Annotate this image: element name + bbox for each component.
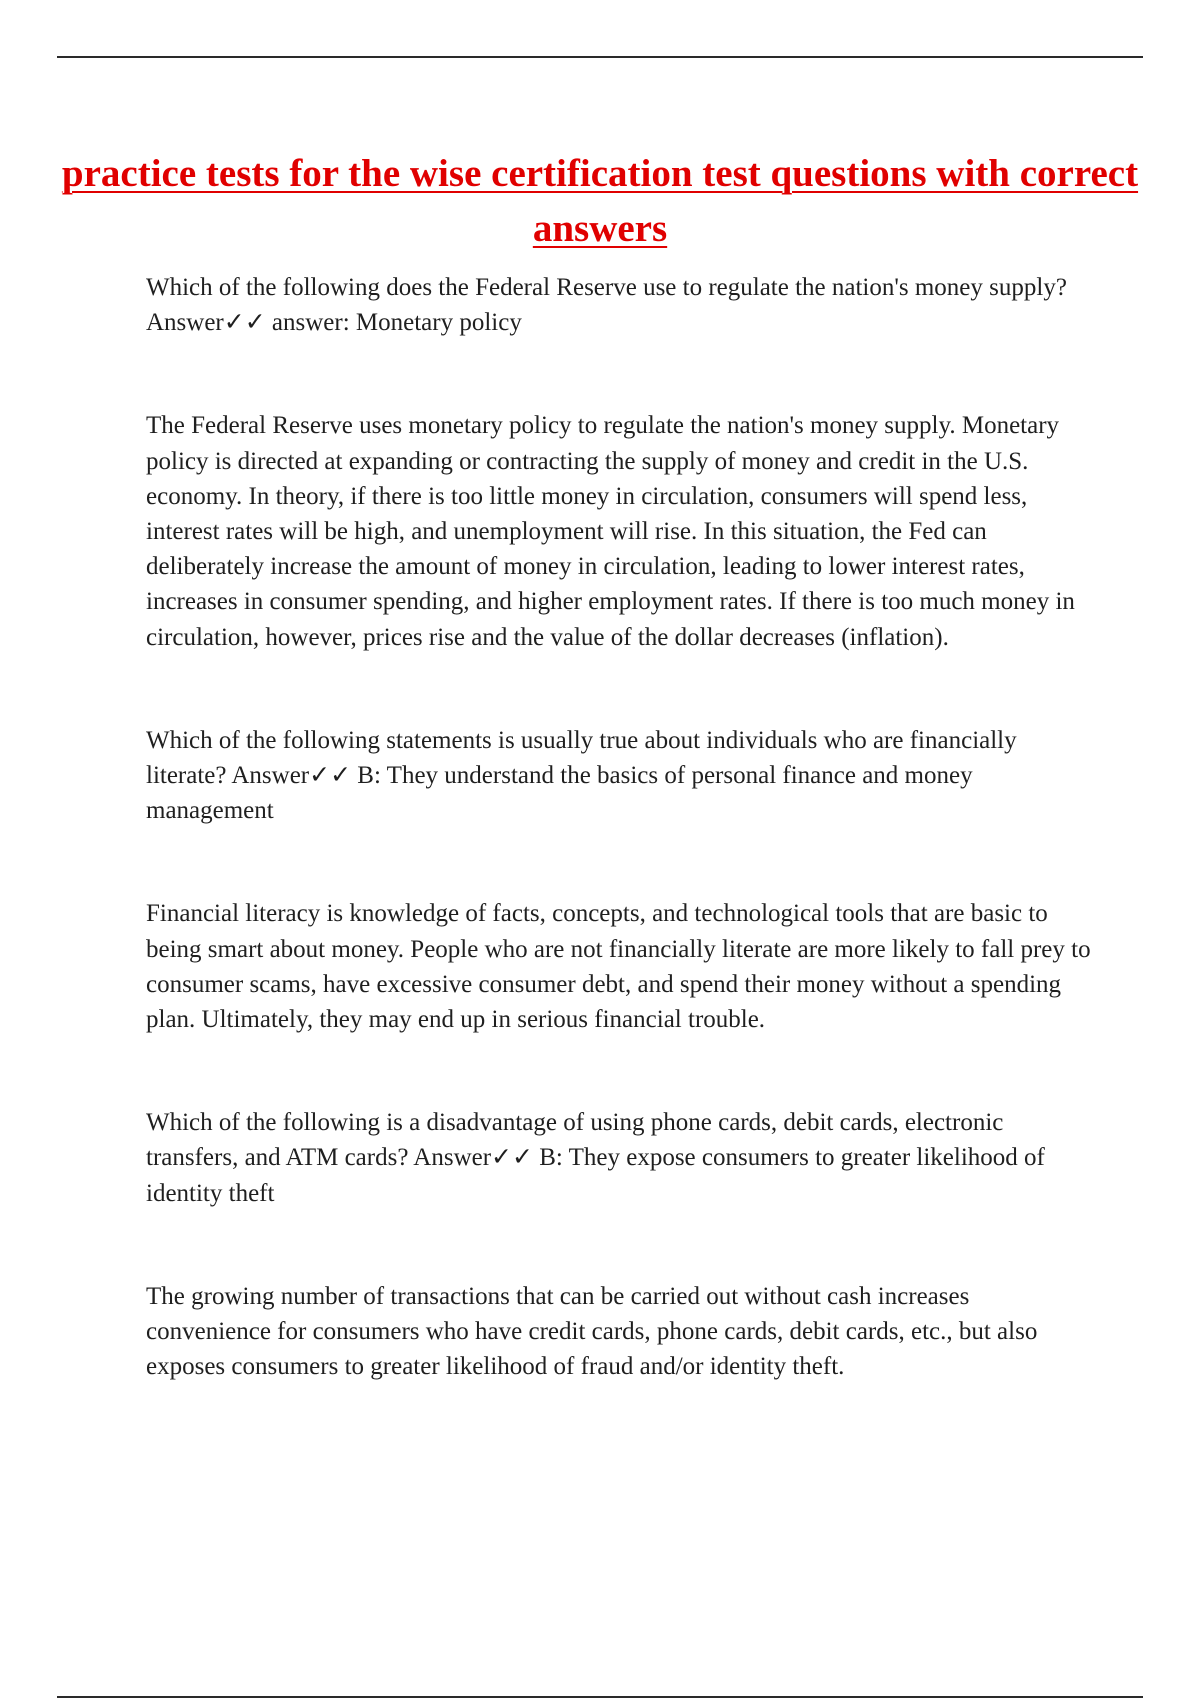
document-title: practice tests for the wise certification test questions with correct answers <box>61 152 1139 250</box>
question-2: Which of the following statements is usually true about individuals who are financially literate? Answer✓✓ B: They understand the basics of personal finance and money management <box>146 726 1017 825</box>
question-3: Which of the following is a disadvantage of using phone cards, debit cards, electronic transfers, and ATM cards? Answer✓✓ B: They expose consumers to greater likelihood of identity theft <box>146 1109 1045 1207</box>
explanation-3: The growing number of transactions that can be carried out without cash increases convenience for consumers who have credit cards, phone cards, debit cards, etc., but also exposes consumers to greater likelihood of fraud and/or identity theft. <box>146 1282 1038 1381</box>
question-1: Which of the following does the Federal Reserve use to regulate the nation's money supply? Answer✓✓ answer: Monetary policy <box>146 274 1067 337</box>
explanation-1: The Federal Reserve uses monetary policy to regulate the nation's money supply. Monetary policy is directed at expanding or contracting the supply of money and credit in the U.S. economy. In theory, if there is too little money in circulation, consumers will spend less, interest rates will be high, and unemployment will rise. In this situation, the Fed can deliberately increase the amount of money in circulation, leading to lower interest rates, increases in consumer spending, and higher employment rates. If there is too much money in circulation, however, prices rise and the value of the dollar decreases (inflation). <box>146 412 1075 651</box>
top-rule <box>57 56 1143 58</box>
document-body <box>146 270 1096 1384</box>
explanation-2: Financial literacy is knowledge of facts, concepts, and technological tools that are basic to being smart about money. People who are not financially literate are more likely to fall prey to consumer scams, have excessive consumer debt, and spend their money without a spending plan. Ultimately, they may end up in serious financial trouble. <box>146 900 1091 1034</box>
bottom-rule <box>57 1696 1143 1698</box>
